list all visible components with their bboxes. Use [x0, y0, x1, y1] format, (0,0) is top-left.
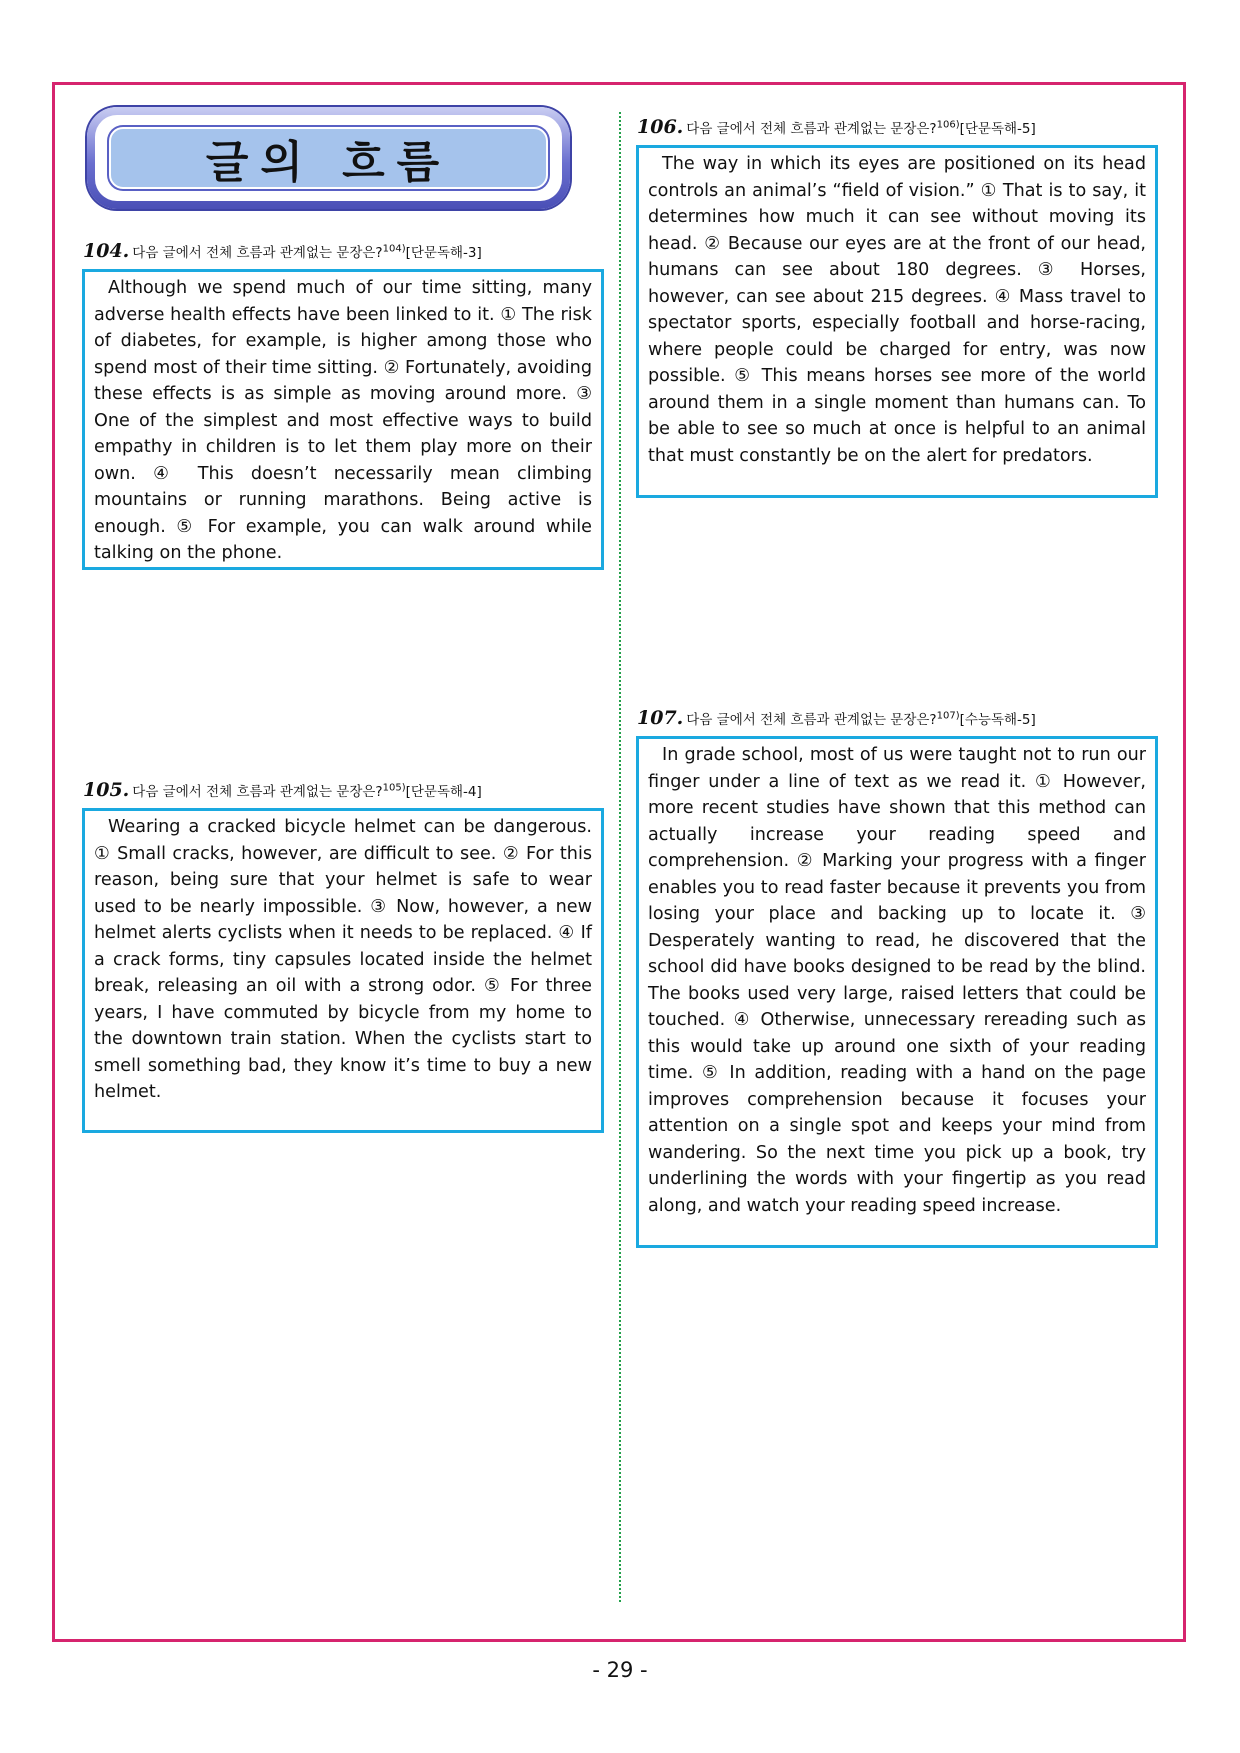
- question-ref: 105): [382, 782, 406, 794]
- banner-panel: [109, 127, 548, 189]
- question-105-passage: Wearing a cracked bicycle helmet can be dangerous. ① Small cracks, however, are difficult to see. ② For this reason, being sure that your helmet is safe to wear used to be nearly impossible. ③ Now, however, a new helmet alerts cyclists when it needs to be replaced. ④ If a crack forms, tiny capsules located inside the helmet break, releasing an oil with a strong odor. ⑤ For three years, I have commuted by bicycle from my home to the downtown train station. When the cyclists start to smell something bad, they know it’s time to buy a new helmet.: [82, 808, 604, 1133]
- question-prompt: 다음 글에서 전체 흐름과 관계없는 문장은?: [686, 712, 937, 728]
- question-ref: 107): [936, 710, 960, 722]
- question-107-passage: In grade school, most of us were taught not to run our finger under a line of text as we read it. ① However, more recent studies have shown that this method can actually increase your reading speed and comprehension. ② Marking your progress with a finger enables you to read faster because it prevents you from losing your place and backing up to locate it. ③ Desperately wanting to read, he discovered that the school did have books designed to be read by the blind. The books used very large, raised letters that could be touched. ④ Otherwise, unnecessary rereading such as this would take up around one sixth of your reading time. ⑤ In addition, reading with a hand on the page improves comprehension because it focuses your attention on a single spot and keeps your mind from wandering. So the next time you pick up a book, try underlining the words with your fingertip as you read along, and watch your reading speed increase.: [636, 736, 1158, 1248]
- question-106-heading: [637, 116, 1036, 138]
- question-104-heading: [83, 240, 482, 262]
- question-prompt: 다음 글에서 전체 흐름과 관계없는 문장은?: [132, 784, 383, 800]
- question-source: [수능독해-5]: [959, 712, 1036, 728]
- question-source: [단문독해-4]: [405, 784, 482, 800]
- section-title-banner: [87, 107, 570, 209]
- question-number: 106.: [637, 116, 684, 138]
- question-104-passage: Although we spend much of our time sitting, many adverse health effects have been linked to it. ① The risk of diabetes, for example, is higher among those who spend most of their time sitting. ② Fortunately, avoiding these effects is as simple as moving around more. ③ One of the simplest and most effective ways to build empathy in children is to let them play more on their own. ④ This doesn’t necessarily mean climbing mountains or running marathons. Being active is enough. ⑤ For example, you can walk around while talking on the phone.: [82, 269, 604, 570]
- question-ref: 106): [936, 119, 960, 131]
- question-prompt: 다음 글에서 전체 흐름과 관계없는 문장은?: [686, 121, 937, 137]
- banner-ring: [95, 115, 562, 201]
- question-source: [단문독해-5]: [959, 121, 1036, 137]
- question-prompt: 다음 글에서 전체 흐름과 관계없는 문장은?: [132, 245, 383, 261]
- question-source: [단문독해-3]: [405, 245, 482, 261]
- question-107-heading: [637, 707, 1036, 729]
- question-number: 105.: [83, 779, 130, 801]
- page-number: - 29 -: [592, 1658, 648, 1682]
- column-divider: [619, 112, 621, 1602]
- question-105-heading: [83, 779, 482, 801]
- question-number: 104.: [83, 240, 130, 262]
- section-title: 글의 흐름: [205, 137, 452, 188]
- question-number: 107.: [637, 707, 684, 729]
- question-ref: 104): [382, 243, 406, 255]
- question-106-passage: The way in which its eyes are positioned on its head controls an animal’s “field of vision.” ① That is to say, it determines how much it can see without moving its head. ② Because our eyes are at the front of our head, humans can see about 180 degrees. ③ Horses, however, can see about 215 degrees. ④ Mass travel to spectator sports, especially football and horse-racing, where people could be charged for entry, was now possible. ⑤ This means horses see more of the world around them in a single moment than humans can. To be able to see so much at once is helpful to an animal that must constantly be on the alert for predators.: [636, 145, 1158, 498]
